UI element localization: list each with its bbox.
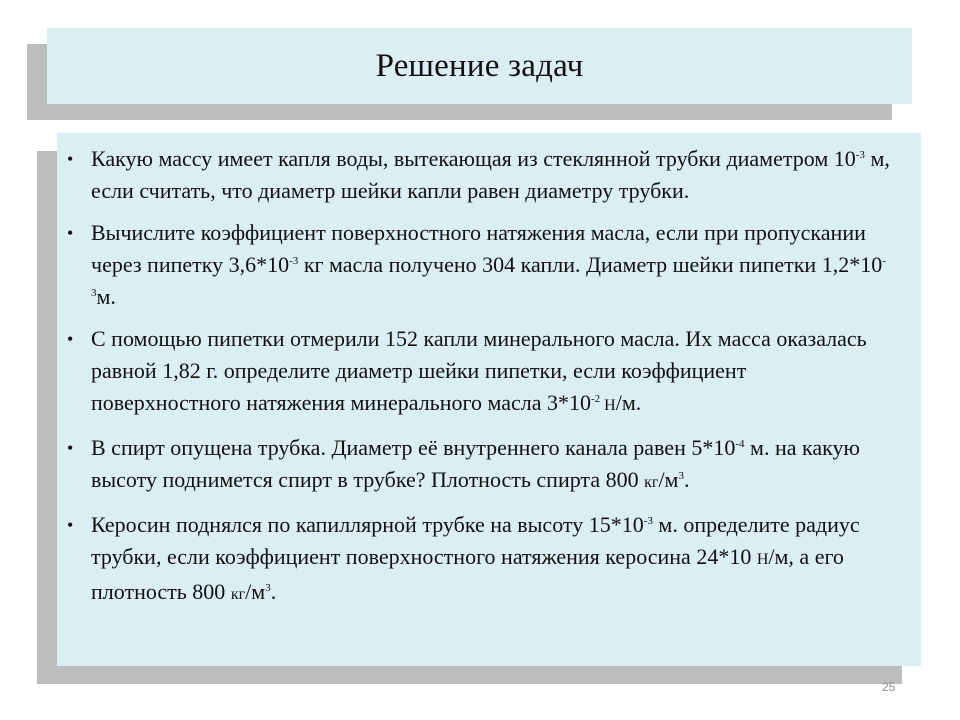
exponent: -3 [855, 149, 865, 161]
question-text: /м, а его плотность 800 [91, 544, 844, 604]
unit-text: кг [644, 474, 659, 491]
question-text: . [683, 467, 690, 492]
page-number: 25 [882, 680, 896, 694]
exponent: 3 [265, 582, 271, 594]
question-text: /м. [615, 390, 642, 415]
question-text: м. на какую высоту поднимется спирт в трубке? Плотность спирта 800 [91, 435, 860, 492]
exponent: -3 [643, 515, 653, 527]
question-text: В спирт опущена трубка. Диаметр её внутреннего канала равен 5*10 [91, 435, 736, 460]
exponent: -3 [91, 255, 886, 299]
question-text: Керосин поднялся по капиллярной трубке на высоту 15*10 [91, 512, 644, 537]
question-text: /м [658, 467, 679, 492]
question-text: Вычислите коэффициент поверхностного натяжения масла, если при пропускании через пипетку 3,6*10 [91, 220, 866, 277]
bullet-icon: • [67, 149, 74, 169]
question-text: /м [245, 579, 266, 604]
exponent: 3 [678, 470, 684, 482]
content-box [57, 133, 921, 666]
question-text: С помощью пипетки отмерили 152 капли минерального масла. Их масса оказалась равной 1,82 г. определите диаметр шейки пипетки, если коэффициент поверхностного натяжения минерального масла 3*10 [91, 326, 867, 415]
question-text: м. определите радиус трубки, если коэффициент поверхностного натяжения керосина 24*10 [91, 512, 860, 569]
bullet-icon: • [67, 329, 74, 349]
question-text: кг масла получено 304 капли. Диаметр шейки пипетки 1,2*10 [298, 252, 883, 277]
title-box [47, 28, 912, 104]
bullet-icon: • [67, 438, 74, 458]
question-item-4 [67, 432, 901, 499]
question-item-1 [67, 143, 901, 207]
question-item-5 [67, 509, 901, 611]
question-item-2 [67, 217, 901, 313]
question-list [67, 143, 901, 611]
unit-text: Н [756, 551, 769, 568]
bullet-icon: • [67, 223, 74, 243]
question-text: . [270, 579, 277, 604]
question-text: м. [96, 284, 116, 309]
exponent: -2 [591, 393, 601, 405]
exponent: -3 [289, 255, 299, 267]
question-text: Какую массу имеет капля воды, вытекающая из стеклянной трубки диаметром 10 [91, 146, 856, 171]
bullet-icon: • [67, 515, 74, 535]
question-text: м, если считать, что диаметр шейки капли равен диаметру трубки. [91, 146, 890, 203]
unit-text: Н [600, 397, 616, 414]
exponent: -4 [735, 438, 745, 450]
question-item-3 [67, 323, 901, 422]
slide-title: Решение задач [375, 47, 584, 84]
unit-text: кг [230, 586, 246, 603]
